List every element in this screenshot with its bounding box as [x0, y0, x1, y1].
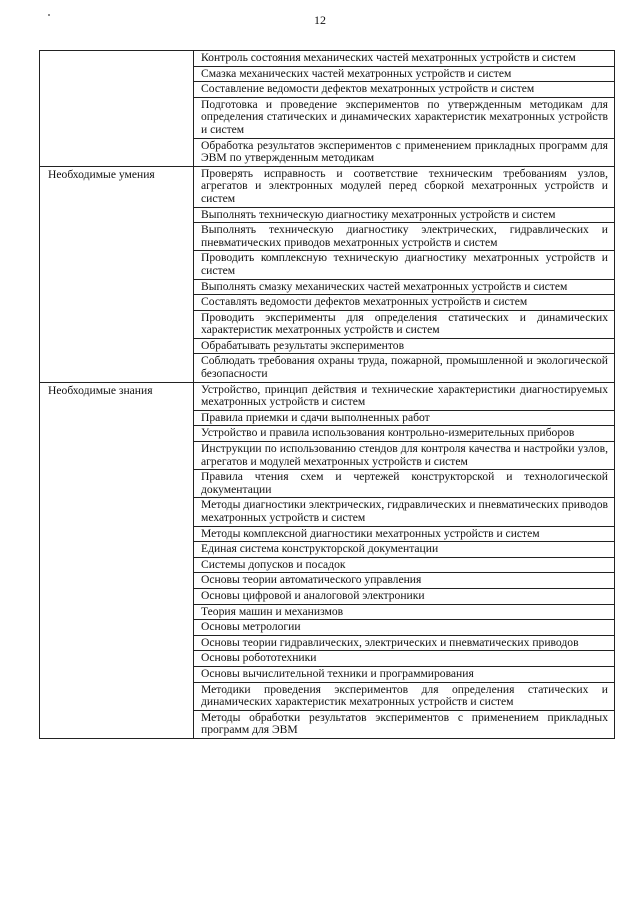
table-row: Основы робототехники	[194, 650, 614, 666]
table-row: Основы цифровой и аналоговой электроники	[194, 588, 614, 604]
table-row: Соблюдать требования охраны труда, пожарной, промышленной и экологической безопасности	[194, 353, 614, 381]
group-rows	[194, 383, 614, 738]
table-row: Методы обработки результатов экспериментов с применением прикладных программ для ЭВМ	[194, 710, 614, 738]
table-row: Составлять ведомости дефектов мехатронных устройств и систем	[194, 294, 614, 310]
table-row: Основы теории гидравлических, электрических и пневматических приводов	[194, 635, 614, 651]
group-label	[40, 51, 194, 166]
table-row: Выполнять смазку механических частей мехатронных устройств и систем	[194, 279, 614, 295]
table-group	[40, 166, 614, 382]
table-row: Смазка механических частей мехатронных устройств и систем	[194, 66, 614, 82]
table-row: Проводить комплексную техническую диагностику мехатронных устройств и систем	[194, 250, 614, 278]
table-row: Выполнять техническую диагностику электрических, гидравлических и пневматических приводов мехатронных устройств и систем	[194, 222, 614, 250]
table-row: Методы диагностики электрических, гидравлических и пневматических приводов мехатронных устройств и систем	[194, 497, 614, 525]
table-row: Основы вычислительной техники и программирования	[194, 666, 614, 682]
group-label: Необходимые умения	[40, 167, 194, 382]
requirements-table	[39, 50, 615, 739]
table-row: Единая система конструкторской документации	[194, 541, 614, 557]
table-row: Подготовка и проведение экспериментов по утвержденным методикам для определения статических и динамических характеристик мехатронных устройств и систем	[194, 97, 614, 138]
table-row: Составление ведомости дефектов мехатронных устройств и систем	[194, 81, 614, 97]
table-row: Основы метрологии	[194, 619, 614, 635]
table-row: Проводить эксперименты для определения статических и динамических характеристик мехатронных устройств и систем	[194, 310, 614, 338]
table-row: Теория машин и механизмов	[194, 604, 614, 620]
table-group	[40, 51, 614, 166]
table-row: Обработка результатов экспериментов с применением прикладных программ для ЭВМ по утвержденным методикам	[194, 138, 614, 166]
table-row: Основы теории автоматического управления	[194, 572, 614, 588]
table-row: Проверять исправность и соответствие техническим требованиям узлов, агрегатов и электронных модулей перед сборкой мехатронных устройств и систем	[201, 166, 608, 205]
group-rows	[194, 51, 614, 166]
table-row: Правила чтения схем и чертежей конструкторской и технологической документации	[194, 469, 614, 497]
table-row: Устройство, принцип действия и технические характеристики диагностируемых мехатронных устройств и систем	[201, 382, 608, 409]
page-number: 12	[314, 13, 326, 27]
table-row: Контроль состояния механических частей мехатронных устройств и систем	[201, 51, 576, 64]
table-row: Обрабатывать результаты экспериментов	[194, 338, 614, 354]
group-rows	[194, 167, 614, 382]
table-row: Устройство и правила использования контрольно-измерительных приборов	[194, 425, 614, 441]
table-group	[40, 382, 614, 738]
table-row: Методики проведения экспериментов для определения статических и динамических характеристик мехатронных устройств и систем	[194, 682, 614, 710]
table-row: Системы допусков и посадок	[194, 557, 614, 573]
table-row: Методы комплексной диагностики мехатронных устройств и систем	[194, 526, 614, 542]
table-row: Выполнять техническую диагностику мехатронных устройств и систем	[194, 207, 614, 223]
table-row: Правила приемки и сдачи выполненных работ	[194, 410, 614, 426]
group-label: Необходимые знания	[40, 383, 194, 738]
table-row: Инструкции по использованию стендов для контроля качества и настройки узлов, агрегатов и модулей мехатронных устройств и систем	[194, 441, 614, 469]
